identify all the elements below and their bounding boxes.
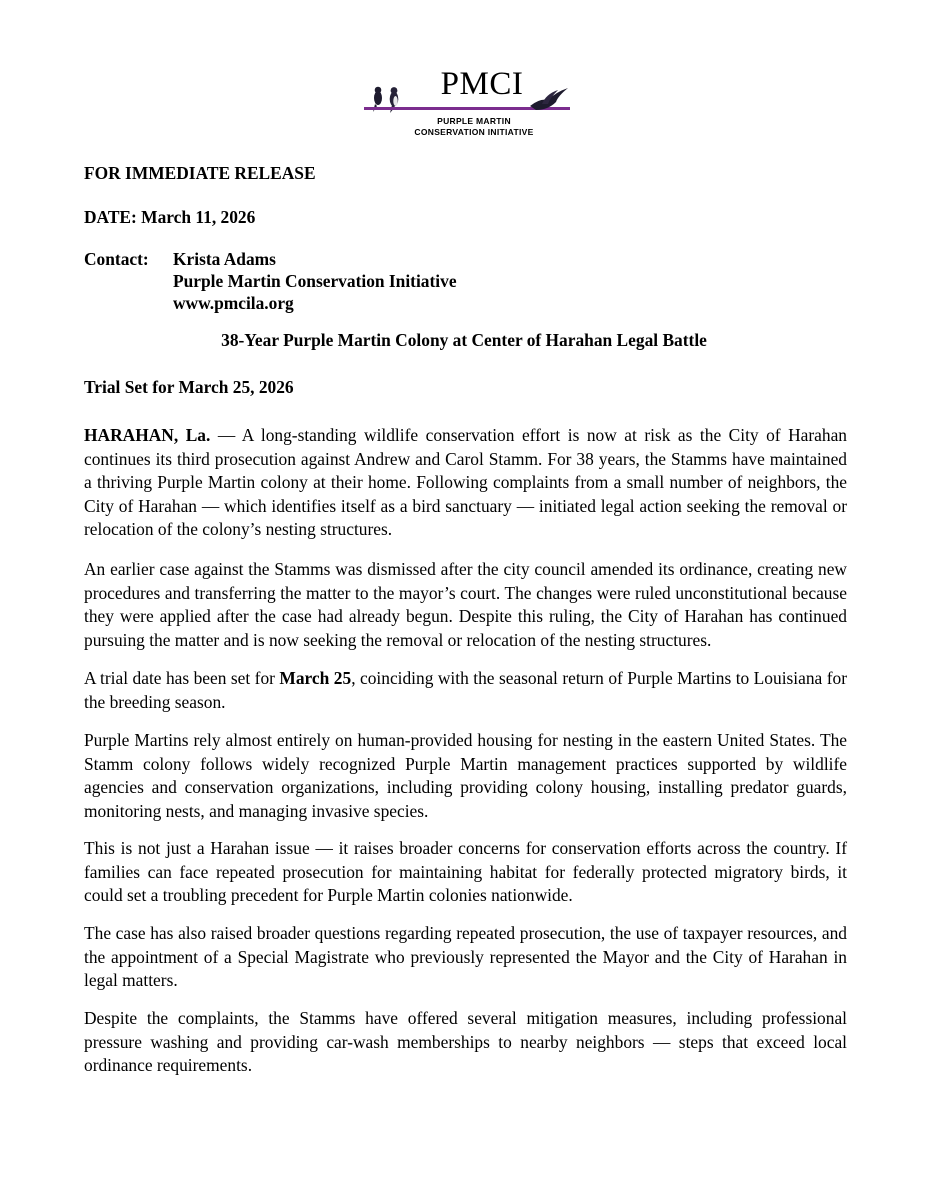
logo-title: PMCI bbox=[440, 66, 524, 102]
contact-label: Contact: bbox=[84, 249, 149, 269]
logo-subtitle-line1: PURPLE MARTIN bbox=[437, 116, 511, 126]
pmci-logo bbox=[362, 66, 574, 140]
paragraph-4: Purple Martins rely almost entirely on human-provided housing for nesting in the eastern United States. The Stamm colony follows widely recognized Purple Martin management practices supported by wildlife agencies and conservation organizations, including providing colony housing, installing predator guards, monitoring nests, and managing invasive species. bbox=[84, 730, 847, 821]
paragraph-3 bbox=[84, 667, 847, 714]
release-date: DATE: March 11, 2026 bbox=[84, 207, 256, 227]
contact-organization: Purple Martin Conservation Initiative bbox=[173, 271, 457, 291]
paragraph-3-text-b: , coinciding with the seasonal return of Purple Martins to Louisiana for the breeding season. bbox=[84, 668, 847, 712]
contact-website-link[interactable]: www.pmcila.org bbox=[173, 293, 294, 313]
paragraph-7: Despite the complaints, the Stamms have offered several mitigation measures, including professional pressure washing and providing car-wash memberships to nearby neighbors — steps that exceed local ordinance requirements. bbox=[84, 1008, 847, 1075]
contact-name: Krista Adams bbox=[173, 249, 276, 269]
contact-block bbox=[84, 248, 457, 314]
paragraph-1 bbox=[84, 424, 847, 542]
subheadline: Trial Set for March 25, 2026 bbox=[84, 377, 294, 397]
paragraph-5: This is not just a Harahan issue — it raises broader concerns for conservation efforts across the country. If families can face repeated prosecution for maintaining habitat for federally protected migratory birds, it could set a troubling precedent for Purple Martin colonies nationwide. bbox=[84, 838, 847, 905]
trial-date: March 25 bbox=[279, 668, 352, 688]
headline: 38-Year Purple Martin Colony at Center of Harahan Legal Battle bbox=[221, 330, 707, 350]
paragraph-6: The case has also raised broader questions regarding repeated prosecution, the use of taxpayer resources, and the appointment of a Special Magistrate who previously represented the Mayor and the City of Harahan in legal matters. bbox=[84, 923, 847, 990]
dateline: HARAHAN, La. bbox=[84, 425, 211, 445]
paragraph-1-text: — A long-standing wildlife conservation effort is now at risk as the City of Harahan continues its third prosecution against Andrew and Carol Stamm. For 38 years, the Stamms have maintained a thriving Purple Martin colony at their home. Following complaints from a small number of neighbors, the City of Harahan — which identifies itself as a bird sanctuary — initiated legal action seeking the removal or relocation of the colony’s nesting structures. bbox=[84, 425, 847, 539]
release-label: FOR IMMEDIATE RELEASE bbox=[84, 163, 316, 183]
paragraph-2: An earlier case against the Stamms was dismissed after the city council amended its ordinance, creating new procedures and transferring the matter to the mayor’s court. The changes were ruled unconstitutional because they were applied after the case had already begun. Despite this ruling, the City of Harahan has continued pursuing the matter and is now seeking the removal or relocation of the nesting structures. bbox=[84, 559, 847, 650]
logo-subtitle-line2: CONSERVATION INITIATIVE bbox=[414, 127, 534, 137]
paragraph-3-text-a: A trial date has been set for bbox=[84, 668, 280, 688]
